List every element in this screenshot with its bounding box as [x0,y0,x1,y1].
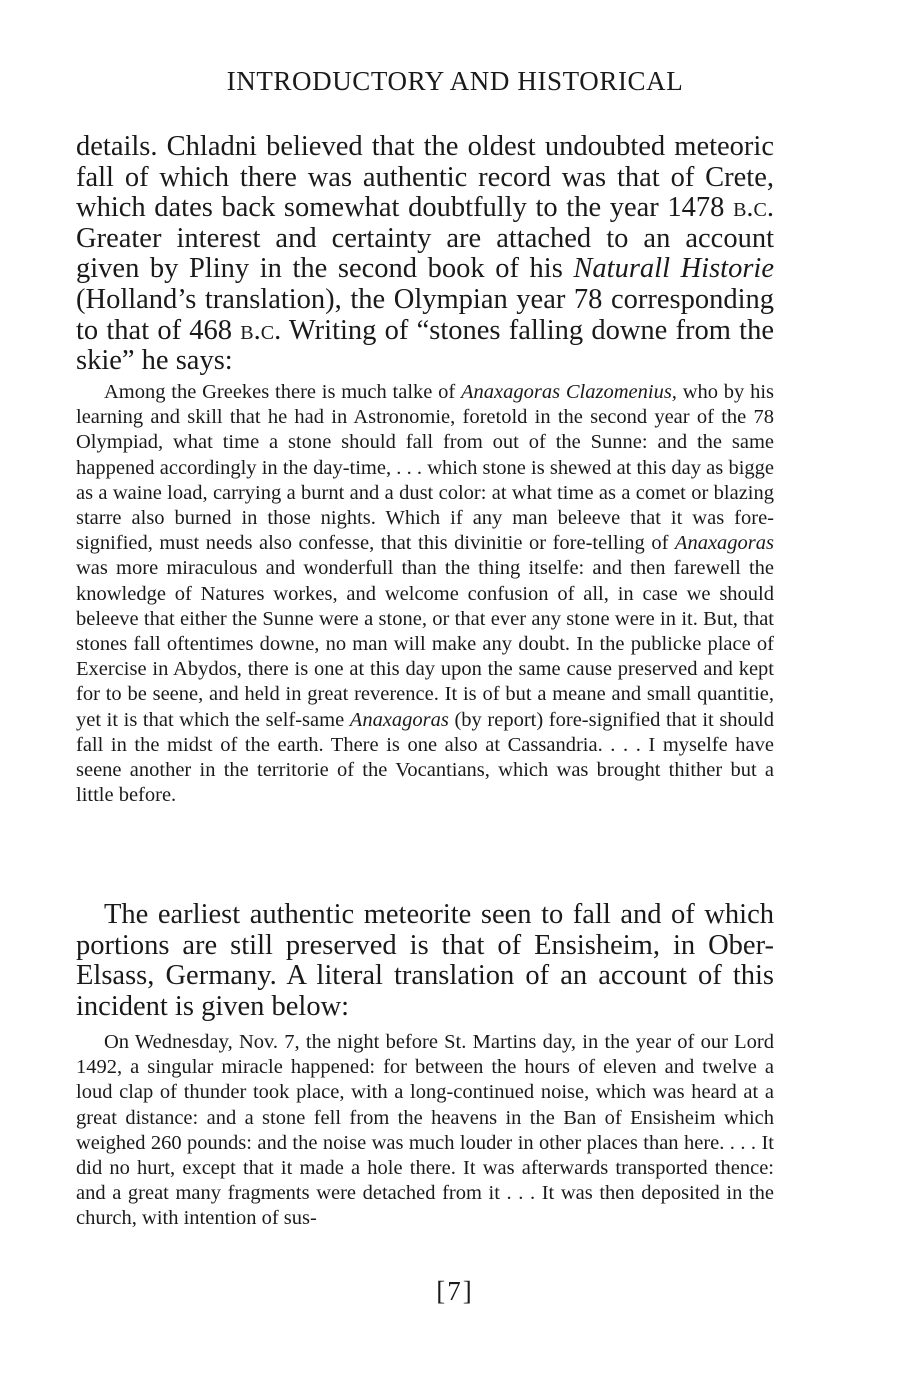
quote2-text: On Wednesday, Nov. 7, the night before St. Martins day, in the year of our Lord 1492, a singular miracle happened: for between the hours of eleven and twelve a loud clap of thunder took place, with a long-continued noise, which was heard at a great distance: and a stone fell from the heavens in the Ban of Ensisheim which weighed 260 pounds: and the noise was much louder in other places than here. . . . It did no hurt, except that it made a hole there. It was afterwards transported thence: and a great many fragments were detached from it . . . It was then deposited in the church, with intention of sus- [76,1031,774,1230]
quote1-text-4: (by report) fore-signified that it should fall in the midst of the earth. There is one also at Cassandria. . . . I myselfe have seene another in the territorie of the Vocantians, which was brought thither but a little before. [76,708,774,807]
person-name: Anaxagoras [349,708,449,731]
era-abbrev: b.c. [240,314,282,346]
quote-pliny [76,380,774,808]
person-name: Anaxagoras [674,532,774,555]
quote1-text-2: who by his learning and skill that he had in Astronomie, foretold in the second year of the 78 Olympiad, what time a stone should fall from out of the Sunne: and the same happened accordingly in the day-time, . . . which stone is shewed at this day as bigge as a waine load, carrying a burnt and a dust color: at what time as a comet or blazing starre also burned in those nights. Which if any man beleeve that it was fore-signified, must needs also confesse, that this divinitie or fore-telling of [76,381,774,555]
para1-text-4: Writing of “stones falling downe from the skie” he says: [76,314,774,377]
paragraph-ensisheim [76,900,774,1022]
quote1-text-1: Among the Greekes there is much talke of [104,381,462,403]
quote1-text-3: was more miraculous and wonderfull than the thing itselfe: and then farewell the knowledge of Natures workes, and welcome confusion of all, in case we should beleeve that either the Sunne were a stone, or that ever any stone were in it. But, that stones fall oftentimes downe, no man will make any doubt. In the publicke place of Exercise in Abydos, there is one at this day upon the same cause preserved and kept for to be seene, and held in great reverence. It is of but a meane and small quantitie, yet it is that which the self-same [76,557,774,731]
running-head: INTRODUCTORY AND HISTORICAL [226,66,684,96]
page-number: [7] [436,1276,474,1306]
para1-text-2: Greater interest and certainty are attached to an account given by Pliny in the second book of his [76,222,774,285]
para1-text-3: (Holland’s translation), the Olympian year 78 corresponding to that of 468 [76,283,774,346]
para1-text-1: details. Chladni believed that the oldest undoubted meteoric fall of which there was authentic record was that of Crete, which dates back somewhat doubtfully to the year 1478 [76,131,774,224]
book-title: Naturall Historie [573,253,774,285]
quote-ensisheim [76,1030,774,1232]
person-name: Anaxagoras Clazomenius, [461,381,677,403]
era-abbrev: b.c. [733,192,774,224]
para2-text: The earliest authentic meteorite seen to fall and of which portions are still preserved is that of Ensisheim, in Ober-Elsass, Germany. A literal translation of an account of this incident is given below: [76,899,774,1022]
paragraph-chladni-pliny [76,132,774,377]
